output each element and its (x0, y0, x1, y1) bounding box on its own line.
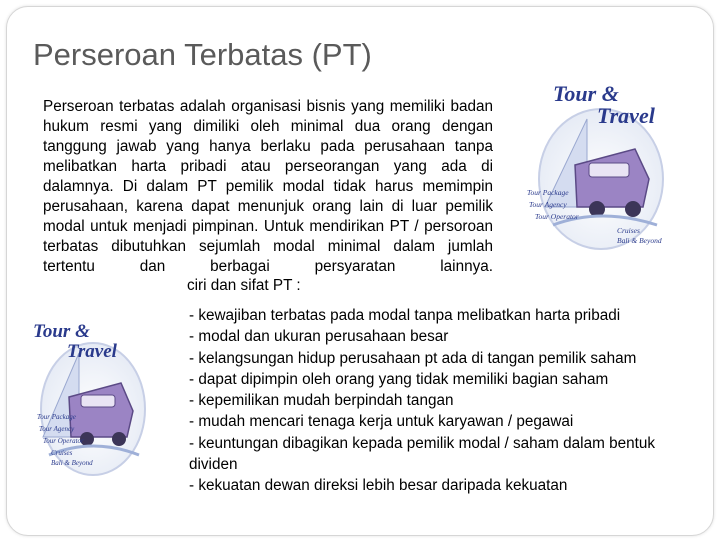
logo-caption-4: Cruises (51, 449, 73, 457)
logo-line2: Travel (597, 103, 655, 128)
logo-caption-4: Cruises (617, 226, 640, 235)
traits-heading: ciri dan sifat PT : (187, 277, 301, 294)
logo-line1: Tour & (553, 81, 619, 106)
logo-caption-1: Tour Package (37, 413, 76, 421)
list-item: - kepemilikan mudah berpindah tangan (189, 392, 454, 410)
logo-line1: Tour & (33, 321, 90, 342)
logo-caption-3: Tour Operator (43, 437, 84, 445)
list-item: - kelangsungan hidup perusahaan pt ada di tangan pemilik saham (189, 349, 637, 367)
logo-caption-5: Bali & Beyond (617, 236, 662, 245)
list-item: - modal dan ukuran perusahaan besar (189, 328, 449, 346)
slide-frame (6, 6, 714, 536)
logo-caption-5: Bali & Beyond (51, 459, 93, 467)
list-item: - mudah mencari tenaga kerja untuk karyawan / pegawai (189, 413, 574, 431)
logo-caption-2: Tour Agency (529, 200, 567, 209)
list-item: - kekuatan dewan direksi lebih besar daripada kekuatan (189, 477, 568, 495)
logo-caption-3: Tour Operator (535, 212, 579, 221)
logo-line2: Travel (67, 341, 117, 362)
tour-travel-logo-top (517, 79, 695, 257)
traits-list (189, 305, 699, 497)
slide-title: Perseroan Terbatas (PT) (33, 37, 372, 72)
logo-caption-2: Tour Agency (39, 425, 75, 433)
list-item: - kewajiban terbatas pada modal tanpa melibatkan harta pribadi (189, 307, 621, 324)
tour-travel-logo-left (27, 313, 167, 483)
logo-caption-1: Tour Package (527, 188, 569, 197)
list-item: - dapat dipimpin oleh orang yang tidak memiliki bagian saham (189, 370, 609, 388)
list-item: - keuntungan dibagikan kepada pemilik modal / saham dalam bentuk dividen (189, 434, 655, 474)
body-paragraph: Perseroan terbatas adalah organisasi bisnis yang memiliki badan hukum resmi yang dimiliki oleh minimal dua orang dengan tanggung jawab yang hanya berlaku pada perusahaan tanpa melibatkan harta pribadi atau perseorangan yang ada di dalamnya. Di dalam PT pemilik modal tidak harus memimpin perusahaan, karena dapat menunjuk orang lain di luar pemilik modal untuk menjadi pimpinan. Untuk mendirikan PT / persoroan terbatas dibutuhkan sejumlah modal minimal dalam jumlah tertentu dan berbagai persyaratan lainnya. (43, 98, 493, 275)
